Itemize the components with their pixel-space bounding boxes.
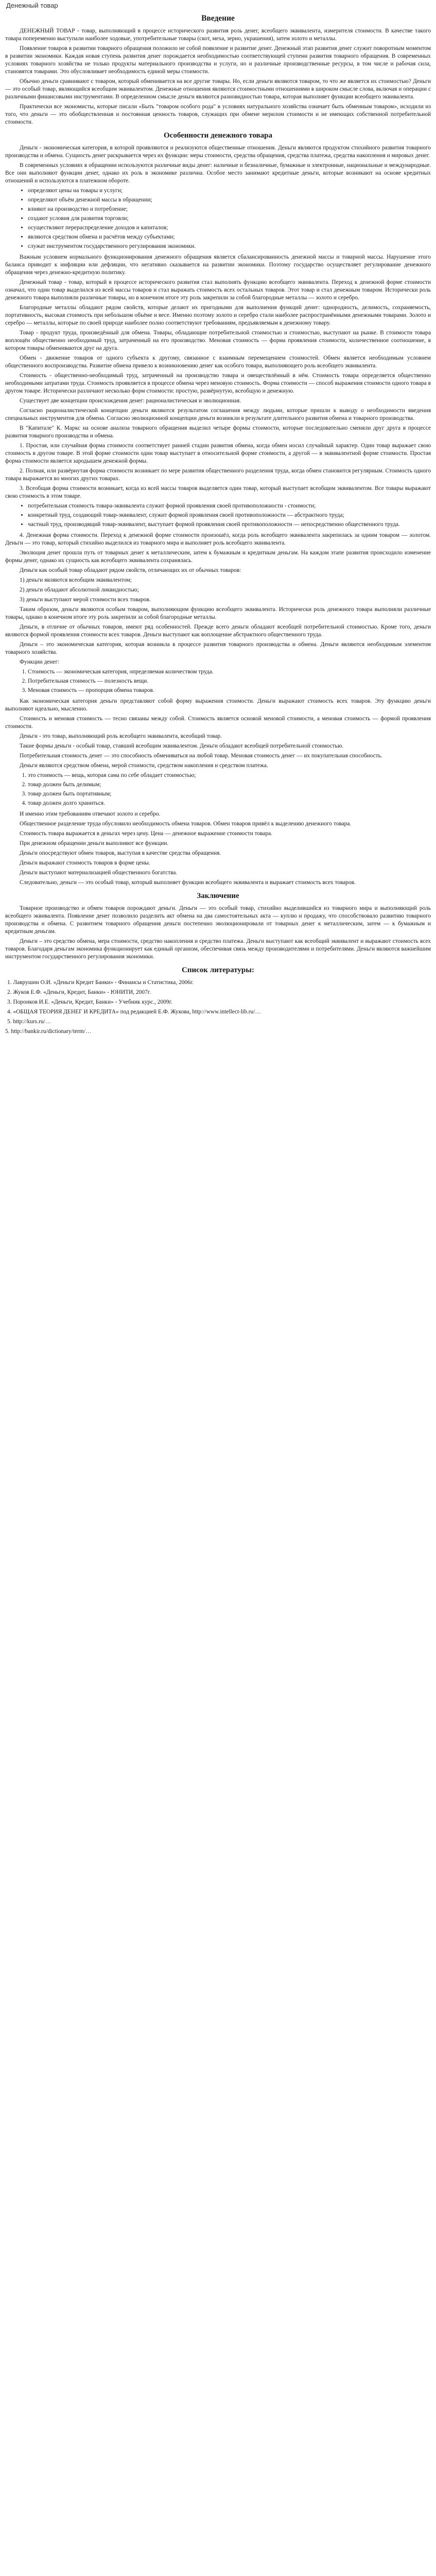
section-heading-features: Особенности денежного товара — [164, 131, 272, 140]
page-title: Денежный товар — [6, 2, 58, 9]
paragraph: Такие формы деньги - особый товар, ставший всеобщим эквивалентом. Деньги обладают всеобщей потребительной стоимостью. — [20, 743, 344, 749]
paragraph: И именно этим требованиям отвечают золото и серебро. — [20, 811, 161, 817]
numbered-list — [5, 668, 431, 694]
paragraph: Деньги опосредствуют обмен товаров, выступая в качестве средства обращения. — [20, 850, 221, 856]
list-item: • частный труд, производящий товар-эквивалент, выступает формой проявления своей противоположности — непосредственно общественного труда. — [28, 521, 431, 529]
paragraph: Следовательно, деньги — это особый товар, который выполняет функции всеобщего эквивалента и выражает стоимость всех товаров. — [20, 879, 356, 886]
literature-item: 2. Жуков Е.Ф. «Деньги, Кредит, Банки» - ЮНИТИ, 2007г. — [7, 989, 151, 995]
section-heading-conclusion: Заключение — [197, 892, 239, 900]
paragraph: Товар - продукт труда, произведённый для обмена. Товары, обладающие потребительной стоимостью и стоимостью, выступают на рынке. В стоимости товара воплощён общественно необходимый труд, затраченный на его производство. Меновая стоимость — форма проявления стоимости, количественное соотношение, в котором товары обмениваются друг на друга. — [5, 330, 431, 351]
paragraph: Как экономическая категория деньги представляют собой форму выражения стоимости. Деньги выражают стоимость всех товаров. Эту функцию деньги выполняют идеально, мысленно. — [5, 698, 431, 712]
paragraph: Согласно рационалистической концепции деньги являются результатом соглашения между людьми, которые пришли к выводу о необходимости введения специальных инструментов для обмена. Согласно эволюционной концепции деньги возникли в результате длительного развития обмена и товарного производства. — [5, 408, 431, 421]
paragraph: Деньги как особый товар обладают рядом свойств, отличающих их от обычных товаров: — [20, 567, 241, 573]
paragraph: Обычно деньги сравнивают с товаром, который обменивается на все другие товары. Но, если деньги являются товаром, то что же является их стоимостью? Деньги — это особый товар, являющийся всеобщим эквивалентом. Денежные отношения являются стоимостными отношениями в широком смысле слова, включая и операции с различными финансовыми инструментами. В определенном смысле деньги являются разновидностью товара, которая выполняет функции всеобщего эквивалента. — [5, 78, 431, 100]
paragraph: ДЕНЕЖНЫЙ ТОВАР - товар, выполняющий в процессе исторического развития роль денег, всеобщего эквивалента, измерителя стоимости. В качестве такого товара попеременно выступали наиболее ходовые, употребительные товары (скот, меха, зерно, украшения), затем золото и металлы. — [5, 28, 431, 42]
paragraph: Деньги - это товар, выполняющий роль всеобщего эквивалента, всеобщий товар. — [20, 733, 222, 739]
paragraph: Стоимость - общественно-необходимый труд, затраченный на производство товара и овеществлённый в нём. Стоимость товара определяется общественно необходимыми затратами труда. Стоимость проявляется в процессе обмена через меновую стоимость. Форма стоимости — способ выражения стоимости одного товара в другом товаре. Исторически различают несколько форм стоимости: простую, развёрнутую, всеобщую и денежную. — [5, 372, 431, 394]
list-item: • определяют объём денежной массы в обращении; — [28, 196, 431, 204]
list-item: 1. Стоимость — экономическая категория, определяемая количеством труда. — [28, 668, 431, 676]
paragraph: При денежном обращении деньги выполняют все функции. — [20, 840, 169, 846]
paragraph: Товарное производство и обмен товаров порождают деньги. Деньги — это особый товар, стихийно выделившийся из товарного мира и выполняющий роль всеобщего эквивалента. Появление денег позволило разделить акт обмена на два самостоятельных акта — куплю и продажу, что способствовало развитию товарного производства и обмена. С развитием товарного обращения деньги постепенно эволюционировали от товарных денег к металлическим, затем — к бумажным и кредитным деньгам. — [5, 905, 431, 935]
list-item: • осуществляют перераспределение доходов и капиталов; — [28, 224, 431, 232]
list-item: 3. Меновая стоимость — пропорция обмена товаров. — [28, 687, 431, 694]
paragraph: Деньги выражают стоимость товаров в форме цены. — [20, 860, 150, 866]
list-item: • создают условия для развития торговли; — [28, 215, 431, 223]
paragraph: В "Капитале" К. Маркс на основе анализа товарного обращения выделил четыре формы стоимости, которые последовательно сменяли друг друга в процессе развития товарного производства и обмена. — [5, 425, 431, 439]
literature-item: 4. «ОБЩАЯ ТЕОРИЯ ДЕНЕГ И КРЕДИТА» под редакцией Е.Ф. Жукова, http://www.intellect-lib.ru/… — [7, 1009, 261, 1015]
paragraph: Обмен - движение товаров от одного субъекта к другому, связанное с взаимным перемещением стоимостей. Обмен является необходимым условием общественного воспроизводства. Развитие обмена привело к возникновению денег как особого товара, выполняющего роль всеобщего эквивалента. — [5, 355, 431, 369]
list-item: • служат инструментом государственного регулирования экономики. — [28, 243, 431, 250]
list-item: • являются средством обмена и расчётов между субъектами; — [28, 233, 431, 241]
section-heading-literature: Список литературы: — [182, 966, 254, 974]
list-item: 2. Потребительная стоимость — полезность вещи. — [28, 677, 431, 685]
paragraph: Потребительная стоимость денег — это способность обмениваться на любой товар. Меновая стоимость денег — их покупательная способность. — [20, 753, 382, 759]
paragraph: Эволюция денег прошла путь от товарных денег к металлическим, затем к бумажным и кредитным деньгам. На каждом этапе развития происходило изменение формы денег, однако их сущность как всеобщего эквивалента сохранялась. — [5, 550, 431, 564]
list-item: • конкретный труд, создающий товар-эквивалент, служит формой проявления своей противоположности — абстрактного труда; — [28, 512, 431, 519]
paragraph: 3. Всеобщая форма стоимости возникает, когда из всей массы товаров выделяется один товар, который выступает всеобщим эквивалентом. Все товары выражают свою стоимость в этом товаре. — [5, 485, 431, 499]
paragraph: 4. Денежная форма стоимости. Переход к денежной форме стоимости произошёл, когда роль всеобщего эквивалента закрепилась за одним товаром — золотом. Деньги — это товар, который стихийно выделился из товарного мира и выполняет роль всеобщего эквивалента. — [5, 532, 431, 546]
list-item: 1. это стоимость — вещь, которая сама по себе обладает стоимостью; — [28, 772, 431, 779]
list-item: • влияют на производство и потребление; — [28, 206, 431, 213]
paragraph: Важным условием нормального функционирования денежного обращения является сбалансированность денежной массы и товарной массы. Нарушение этого баланса приводит к инфляции или дефляции, что негативно сказывается на развитии экономики. Поэтому государство осуществляет регулирование денежного обращения через денежно-кредитную политику. — [5, 254, 431, 276]
paragraph: Деньги являются средством обмена, мерой стоимости, средством накопления и средством платежа. — [20, 762, 268, 769]
paragraph: Общественное разделение труда обусловило необходимость обмена товаров. Обмен товаров привёл к выделению денежного товара. — [20, 821, 352, 827]
paragraph: Благородные металлы обладают рядом свойств, которые делают их пригодными для выполнения функций денег: однородность, делимость, сохраняемость, портативность, высокая стоимость при небольшом объёме и весе. Именно поэтому золото и серебро стали наиболее распространёнными денежными товарами. Золото и серебро — металлы, которые по своей природе наиболее полно соответствуют требованиям, предъявляемым к денежному товару. — [5, 304, 431, 326]
list-item: • потребительная стоимость товара-эквивалента служит формой проявления своей противоположности - стоимости; — [28, 502, 431, 510]
paragraph: Деньги выступают материализацией общественного богатства. — [20, 870, 178, 876]
paragraph: Практически все экономисты, которые писали «Быть "товаром особого рода" в условиях натурального хозяйства означает быть обменным товаром», исходили из того, что деньги — это обобществленная и постоянная ценность товаров, служащих при обмене мерилом стоимости и не имеющих собственной потребительной стоимости. — [5, 104, 431, 125]
literature-list — [5, 979, 431, 1026]
bullet-list — [5, 187, 431, 250]
paragraph: Стоимость товара выражается в деньгах через цену. Цена — денежное выражение стоимости товара. — [20, 831, 273, 837]
paragraph: Деньги – это средство обмена, мера стоимости, средство накопления и средство платежа. Деньги выступают как всеобщий эквивалент и выражают стоимость всех товаров. Благодаря деньгам экономика функционирует как единый организм, обеспечивая связь между производителями и потребителями. Деньги являются важнейшим инструментом государственного регулирования экономики. — [5, 938, 431, 960]
paragraph: Денежный товар - товар, который в процессе исторического развития стал выполнять функцию всеобщего эквивалента. Переход к денежной форме стоимости означал, что один товар выделился из всей массы товаров и стал выражать стоимость всех остальных товаров. Этот товар и стал денежным товаром. Исторически роль денежного товара выполняли различные товары, но в конечном итоге эту роль закрепили за собой благородные металлы — золото и серебро. — [5, 279, 431, 301]
paragraph: Функции денег: — [20, 659, 60, 665]
list-item: 4. товар должен долго храниться. — [28, 800, 431, 807]
source-link[interactable]: 5. http://bankir.ru/dictionary/term/… — [5, 1028, 92, 1035]
numbered-list — [5, 772, 431, 807]
list-item: • определяют цены на товары и услуги; — [28, 187, 431, 195]
paragraph: 2. Полная, или развёрнутая форма стоимости возникает по мере развития общественного разделения труда, когда обмен становится регулярным. Стоимость одного товара выражается во многих других товарах. — [5, 468, 431, 482]
paragraph: 1) деньги являются всеобщим эквивалентом; — [20, 577, 132, 583]
paragraph: Деньги, в отличие от обычных товаров, имеют ряд особенностей. Прежде всего деньги обладают всеобщей потребительной стоимостью. Кроме того, деньги являются формой проявления стоимости всех товаров. Деньги выступают как воплощение абстрактного общественного труда. — [5, 624, 431, 638]
bullet-list — [5, 502, 431, 529]
literature-item: 3. Пороиков И.Е. «Деньги, Кредит, Банки» - Учебник курс., 2009г. — [7, 999, 172, 1005]
paragraph: 1. Простая, или случайная форма стоимости соответствует ранней стадии развития обмена, когда обмен носил случайный характер. Один товар выражает свою стоимость в другом товаре. В этой форме стоимости один товар выступает в относительной форме стоимости, а другой — в эквивалентной форме стоимости. Простая форма стоимости является зародышем денежной формы. — [5, 443, 431, 464]
list-item: 3. товар должен быть портативным; — [28, 790, 431, 798]
literature-item: 1. Лаврушин О.И. «Деньги Кредит Банки» - Финансы и Статистика, 2006г. — [7, 979, 194, 986]
paragraph: 2) деньги обладают абсолютной ликвидностью; — [20, 587, 139, 593]
list-item: 2. товар должен быть делимым; — [28, 781, 431, 789]
paragraph: Деньги – это экономическая категория, которая возникла в процессе развития товарного производства и обмена. Деньги являются необходимым элементом товарного хозяйства. — [5, 641, 431, 655]
paragraph: Деньги - экономическая категория, в которой проявляются и реализуются общественные отношения. Деньги являются продуктом стихийного развития товарного производства и обмена. Сущность денег раскрывается через их функции: меры стоимости, средства обращения, средства платежа, средства накопления и мировых денег. — [5, 145, 431, 159]
paragraph: Стоимость и меновая стоимость — тесно связаны между собой. Стоимость является основой меновой стоимости, а меновая стоимость — формой проявления стоимости. — [5, 716, 431, 730]
paragraph: Таким образом, деньги являются особым товаром, выполняющим функцию всеобщего эквивалента. Исторически роль денежного товара выполняли различные товары, однако в конечном итоге эту роль закрепили за собой благородные металлы. — [5, 606, 431, 620]
literature-item: 5. http://kurs.ru/… — [7, 1019, 51, 1025]
section-heading-intro: Введение — [201, 14, 235, 23]
paragraph: Появление товаров в развитии товарного обращения положило не собой появление и развитие денег. Денежный этап развития денег служит поворотным моментом в развитии экономики. Каждая новая ступень развития денег порождается необходимостью соответствующей ступени развития товарного обращения. В современных условиях товарного хозяйства не только продукты материального производства и услуги, но и различные производственные ресурсы, в том числе и рабочая сила, становятся товарами. Это обусловливает необходимость единой меры стоимости. — [5, 45, 431, 75]
paragraph: В современных условиях в обращении используются различные виды денег: наличные и безналичные, бумажные и электронные, национальные и международные. Все они выполняют функции денег, однако их роль в экономике различна. Особое место занимают кредитные деньги, которые возникают на основе кредитных отношений и используются в платежном обороте. — [5, 162, 431, 184]
paragraph: 3) деньги выступают мерой стоимости всех товаров. — [20, 597, 151, 603]
paragraph: Существует две концепции происхождения денег: рационалистическая и эволюционная. — [20, 398, 241, 404]
